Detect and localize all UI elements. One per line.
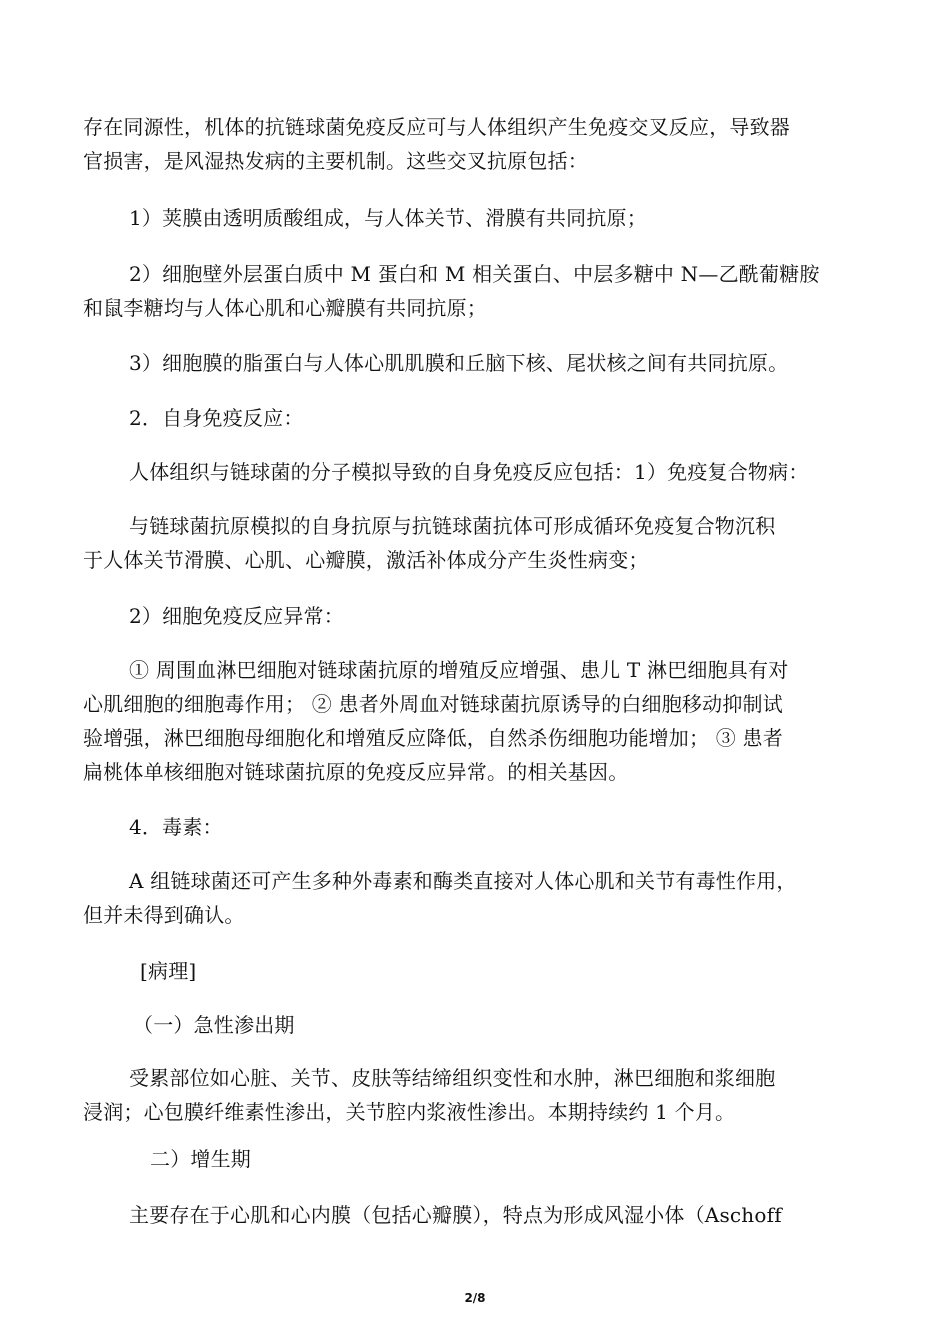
- text-line: 2）细胞壁外层蛋白质中 M 蛋白和 M 相关蛋白、中层多糖中 N—乙酰葡糖胺: [129, 262, 820, 286]
- text-line: 与链球菌抗原模拟的自身抗原与抗链球菌抗体可形成循环免疫复合物沉积: [129, 514, 776, 538]
- subsection-heading: （一）急性渗出期: [133, 1013, 295, 1037]
- text-line: 心肌细胞的细胞毒作用； ② 患者外周血对链球菌抗原诱导的白细胞移动抑制试: [83, 692, 783, 716]
- text-line: 扁桃体单核细胞对链球菌抗原的免疫反应异常。的相关基因。: [83, 760, 629, 784]
- text-line: 于人体关节滑膜、心肌、心瓣膜，激活补体成分产生炎性病变；: [83, 548, 649, 572]
- page-number: 2/8: [464, 1291, 486, 1305]
- text-line: 3）细胞膜的脂蛋白与人体心肌肌膜和丘脑下核、尾状核之间有共同抗原。: [129, 351, 789, 375]
- text-line: 主要存在于心肌和心内膜（包括心瓣膜），特点为形成风湿小体（Aschoff: [129, 1203, 782, 1227]
- section-heading: 4．毒素：: [129, 815, 223, 839]
- subsection-heading: 二）增生期: [150, 1147, 251, 1171]
- text-line: 和鼠李糖均与人体心肌和心瓣膜有共同抗原；: [83, 296, 487, 320]
- text-line: 官损害，是风湿热发病的主要机制。这些交叉抗原包括：: [83, 149, 588, 173]
- text-line: 1）荚膜由透明质酸组成，与人体关节、滑膜有共同抗原；: [129, 206, 647, 230]
- text-line: 存在同源性，机体的抗链球菌免疫反应可与人体组织产生免疫交叉反应，导致器: [83, 115, 790, 139]
- text-line: 人体组织与链球菌的分子模拟导致的自身免疫反应包括：1）免疫复合物病：: [129, 460, 809, 484]
- section-heading: [病理]: [140, 959, 197, 983]
- text-line: 但并未得到确认。: [83, 903, 245, 927]
- text-line: 浸润；心包膜纤维素性渗出，关节腔内浆液性渗出。本期持续约 1 个月。: [83, 1100, 736, 1124]
- text-line: 受累部位如心脏、关节、皮肤等结缔组织变性和水肿，淋巴细胞和浆细胞: [129, 1066, 776, 1090]
- text-line: ① 周围血淋巴细胞对链球菌抗原的增殖反应增强、患儿 T 淋巴细胞具有对: [129, 658, 789, 682]
- text-line: A 组链球菌还可产生多种外毒素和酶类直接对人体心肌和关节有毒性作用，: [129, 869, 797, 893]
- text-line: 验增强，淋巴细胞母细胞化和增殖反应降低，自然杀伤细胞功能增加； ③ 患者: [83, 726, 783, 750]
- text-line: 2）细胞免疫反应异常：: [129, 604, 344, 628]
- section-heading: 2．自身免疫反应：: [129, 406, 304, 430]
